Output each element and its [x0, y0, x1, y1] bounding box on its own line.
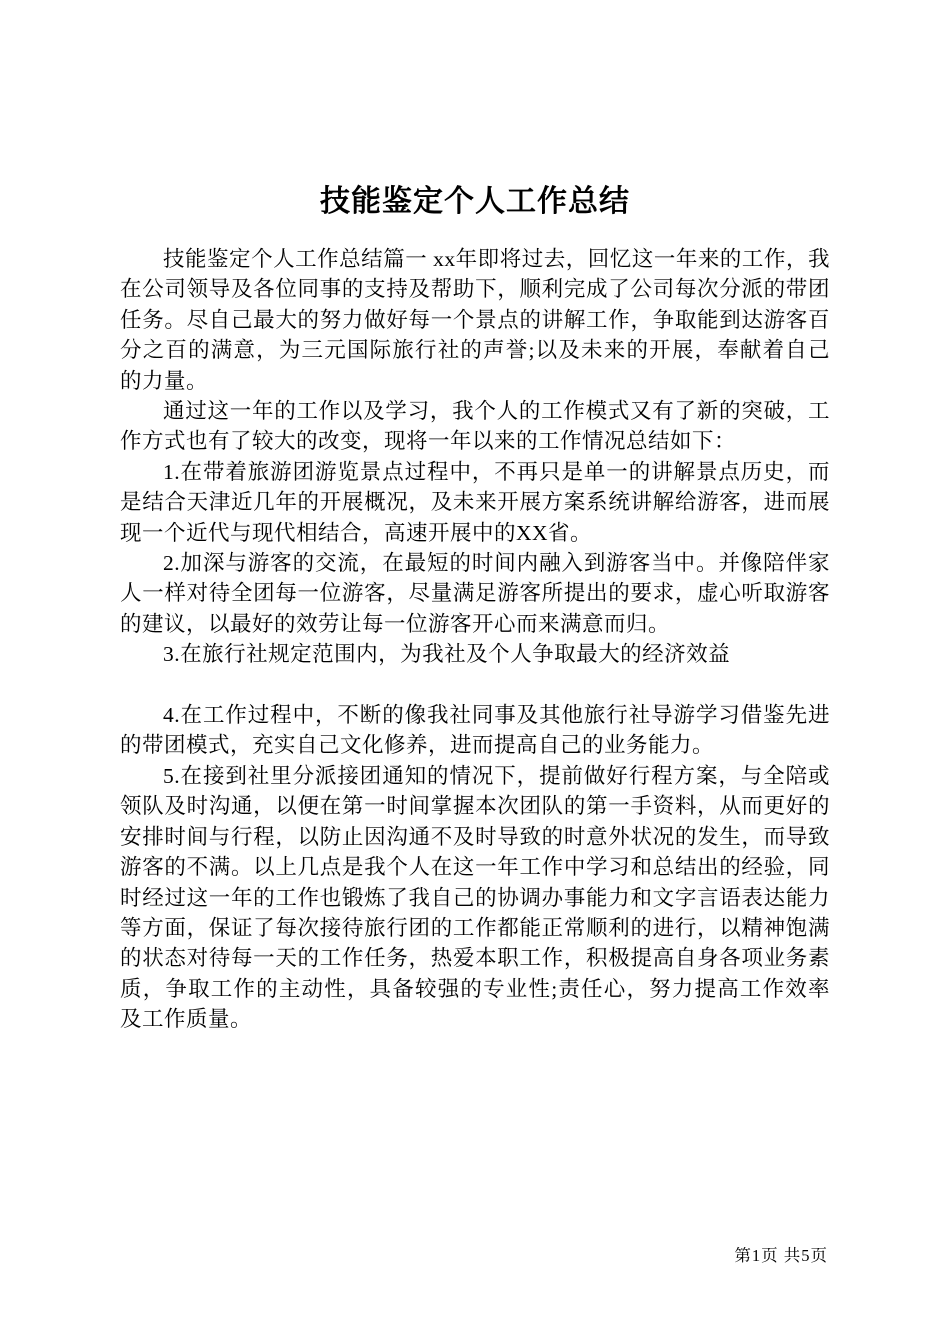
blank-line: [120, 670, 830, 700]
page-footer: [734, 1242, 828, 1266]
paragraph-point-4: 4.在工作过程中，不断的像我社同事及其他旅行社导游学习借鉴先进的带团模式，充实自己文化修养，进而提高自己的业务能力。: [120, 703, 830, 758]
page-number-label: 第1页 共5页: [734, 1246, 828, 1265]
document-title: 技能鉴定个人工作总结: [320, 185, 630, 218]
paragraph-point-5: 5.在接到社里分派接团通知的情况下，提前做好行程方案，与全陪或领队及时沟通，以便在第一时间掌握本次团队的第一手资料，从而更好的安排时间与行程，以防止因沟通不及时导致的时意外状况的发生，而导致游客的不满。以上几点是我个人在这一年工作中学习和总结出的经验，同时经过这一年的工作也锻炼了我自己的协调办事能力和文字言语表达能力等方面，保证了每次接待旅行团的工作都能正常顺利的进行，以精神饱满的状态对待每一天的工作任务，热爱本职工作，积极提高自身各项业务素质，争取工作的主动性，具备较强的专业性;责任心，努力提高工作效率及工作质量。: [120, 763, 830, 1032]
paragraph-point-1: 1.在带着旅游团游览景点过程中，不再只是单一的讲解景点历史，而是结合天津近几年的开展概况，及未来开展方案系统讲解给游客，进而展现一个近代与现代相结合，高速开展中的XX省。: [120, 459, 830, 545]
paragraph-point-3: 3.在旅行社规定范围内，为我社及个人争取最大的经济效益: [163, 642, 731, 667]
paragraph-intro: 技能鉴定个人工作总结篇一 xx年即将过去，回忆这一年来的工作，我在公司领导及各位同事的支持及帮助下，顺利完成了公司每次分派的带团任务。尽自己最大的努力做好每一个景点的讲解工作，争取能到达游客百分之百的满意，为三元国际旅行社的声誉;以及未来的开展，奉献着自己的力量。: [120, 247, 830, 393]
paragraph-transition: 通过这一年的工作以及学习，我个人的工作模式又有了新的突破，工作方式也有了较大的改变，现将一年以来的工作情况总结如下：: [120, 399, 830, 454]
paragraph-point-2: 2.加深与游客的交流，在最短的时间内融入到游客当中。并像陪伴家人一样对待全团每一位游客，尽量满足游客所提出的要求，虚心听取游客的建议，以最好的效劳让每一位游客开心而来满意而归。: [120, 551, 830, 636]
document-body: [120, 244, 830, 1035]
